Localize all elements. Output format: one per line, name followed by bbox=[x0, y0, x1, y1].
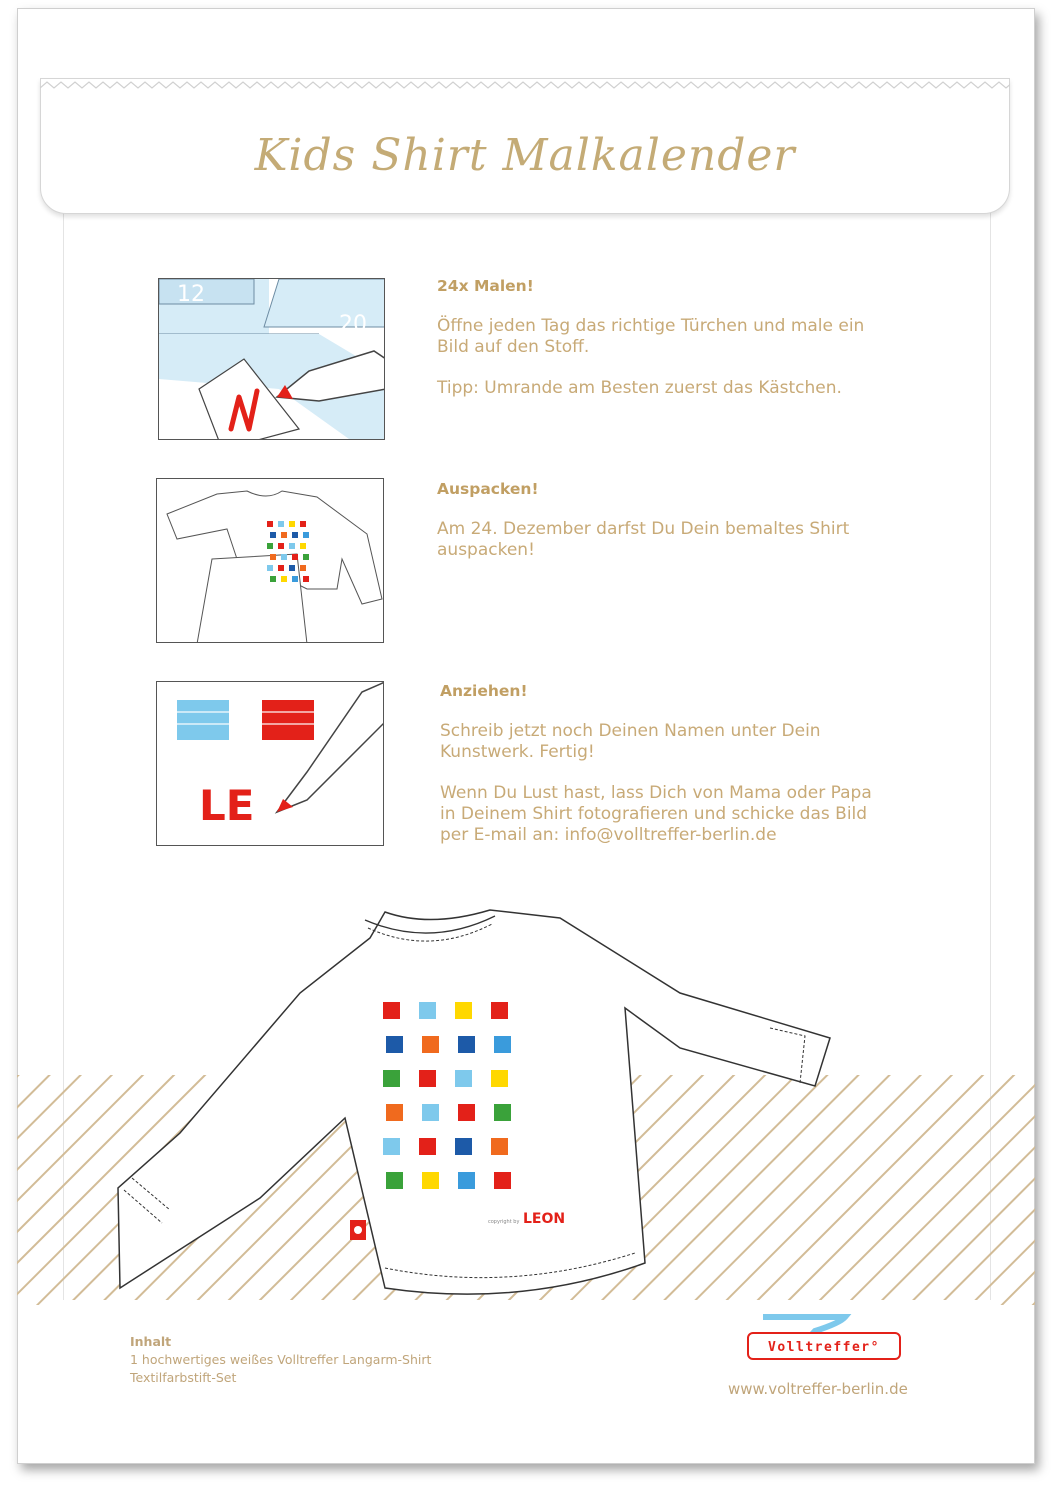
contents-label: Inhalt bbox=[130, 1334, 172, 1349]
grid-square bbox=[383, 1138, 400, 1155]
grid-square bbox=[300, 565, 306, 571]
door-number-20: 20 bbox=[339, 312, 367, 337]
grid-square bbox=[281, 554, 287, 560]
grid-square bbox=[494, 1172, 511, 1189]
grid-square bbox=[458, 1104, 475, 1121]
step3-heading: Anziehen! bbox=[440, 682, 528, 700]
grid-square bbox=[386, 1036, 403, 1053]
step2-paragraph-1: Am 24. Dezember darfst Du Dein bemaltes Shirt auspacken! bbox=[437, 519, 850, 560]
grid-square bbox=[267, 521, 273, 527]
grid-square bbox=[267, 565, 273, 571]
step1-illustration bbox=[158, 278, 385, 440]
name-letters: LE bbox=[199, 781, 255, 830]
signature-small: copyright by bbox=[488, 1219, 520, 1225]
grid-square bbox=[419, 1138, 436, 1155]
grid-square bbox=[300, 543, 306, 549]
grid-square bbox=[455, 1070, 472, 1087]
perforation-line bbox=[40, 78, 1010, 98]
grid-square bbox=[422, 1172, 439, 1189]
grid-square bbox=[300, 521, 306, 527]
step3-illustration bbox=[156, 681, 384, 846]
step2-illustration bbox=[156, 478, 384, 643]
grid-square bbox=[419, 1070, 436, 1087]
grid-square bbox=[419, 1002, 436, 1019]
page-title: Kids Shirt Malkalender bbox=[254, 130, 796, 181]
grid-square bbox=[386, 1104, 403, 1121]
step1-paragraph-1: Öffne jeden Tag das richtige Türchen und male ein Bild auf den Stoff. bbox=[437, 316, 865, 357]
grid-square bbox=[491, 1070, 508, 1087]
step2-heading: Auspacken! bbox=[437, 480, 539, 498]
grid-square bbox=[267, 543, 273, 549]
grid-square bbox=[422, 1104, 439, 1121]
grid-square bbox=[458, 1036, 475, 1053]
grid-square bbox=[289, 543, 295, 549]
volltreffer-logo bbox=[735, 1313, 905, 1365]
step1-heading: 24x Malen! bbox=[437, 277, 534, 295]
grid-square bbox=[455, 1138, 472, 1155]
step2-text bbox=[437, 479, 877, 581]
step3-paragraph-2: Wenn Du Lust hast, lass Dich von Mama oder Papa in Deinem Shirt fotografieren und schicke das Bild per E-mail an: info@volltreffer-berlin.de bbox=[440, 783, 872, 845]
brand-name: Volltreffer° bbox=[768, 1340, 880, 1355]
grid-square bbox=[303, 554, 309, 560]
red-painted-square bbox=[262, 700, 314, 740]
grid-square bbox=[270, 576, 276, 582]
grid-square bbox=[383, 1002, 400, 1019]
grid-square bbox=[289, 521, 295, 527]
grid-square bbox=[281, 576, 287, 582]
blue-painted-square bbox=[177, 700, 229, 740]
step3-text bbox=[440, 681, 890, 866]
grid-square bbox=[278, 543, 284, 549]
grid-square bbox=[292, 576, 298, 582]
grid-square bbox=[491, 1138, 508, 1155]
grid-square bbox=[494, 1104, 511, 1121]
grid-square bbox=[386, 1172, 403, 1189]
door-number-12: 12 bbox=[177, 282, 205, 307]
grid-square bbox=[292, 532, 298, 538]
shirt-illustration bbox=[110, 898, 840, 1303]
signature-name: LEON bbox=[523, 1211, 566, 1227]
grid-square bbox=[292, 554, 298, 560]
step1-paragraph-2: Tipp: Umrande am Besten zuerst das Kästchen. bbox=[437, 378, 842, 398]
contents-info bbox=[130, 1333, 431, 1387]
grid-square bbox=[278, 565, 284, 571]
contents-item-2: Textilfarbstift-Set bbox=[130, 1370, 237, 1385]
grid-square bbox=[491, 1002, 508, 1019]
grid-square bbox=[270, 532, 276, 538]
grid-square bbox=[270, 554, 276, 560]
website-url: www.voltreffer-berlin.de bbox=[728, 1380, 908, 1398]
grid-square bbox=[289, 565, 295, 571]
grid-square bbox=[494, 1036, 511, 1053]
step1-text bbox=[437, 276, 877, 419]
contents-item-1: 1 hochwertiges weißes Volltreffer Langarm-Shirt bbox=[130, 1352, 432, 1367]
grid-square bbox=[458, 1172, 475, 1189]
grid-square bbox=[422, 1036, 439, 1053]
grid-square bbox=[455, 1002, 472, 1019]
grid-square bbox=[303, 532, 309, 538]
step3-paragraph-1: Schreib jetzt noch Deinen Namen unter Dein Kunstwerk. Fertig! bbox=[440, 721, 821, 762]
grid-square bbox=[303, 576, 309, 582]
grid-square bbox=[383, 1070, 400, 1087]
grid-square bbox=[278, 521, 284, 527]
grid-square bbox=[281, 532, 287, 538]
